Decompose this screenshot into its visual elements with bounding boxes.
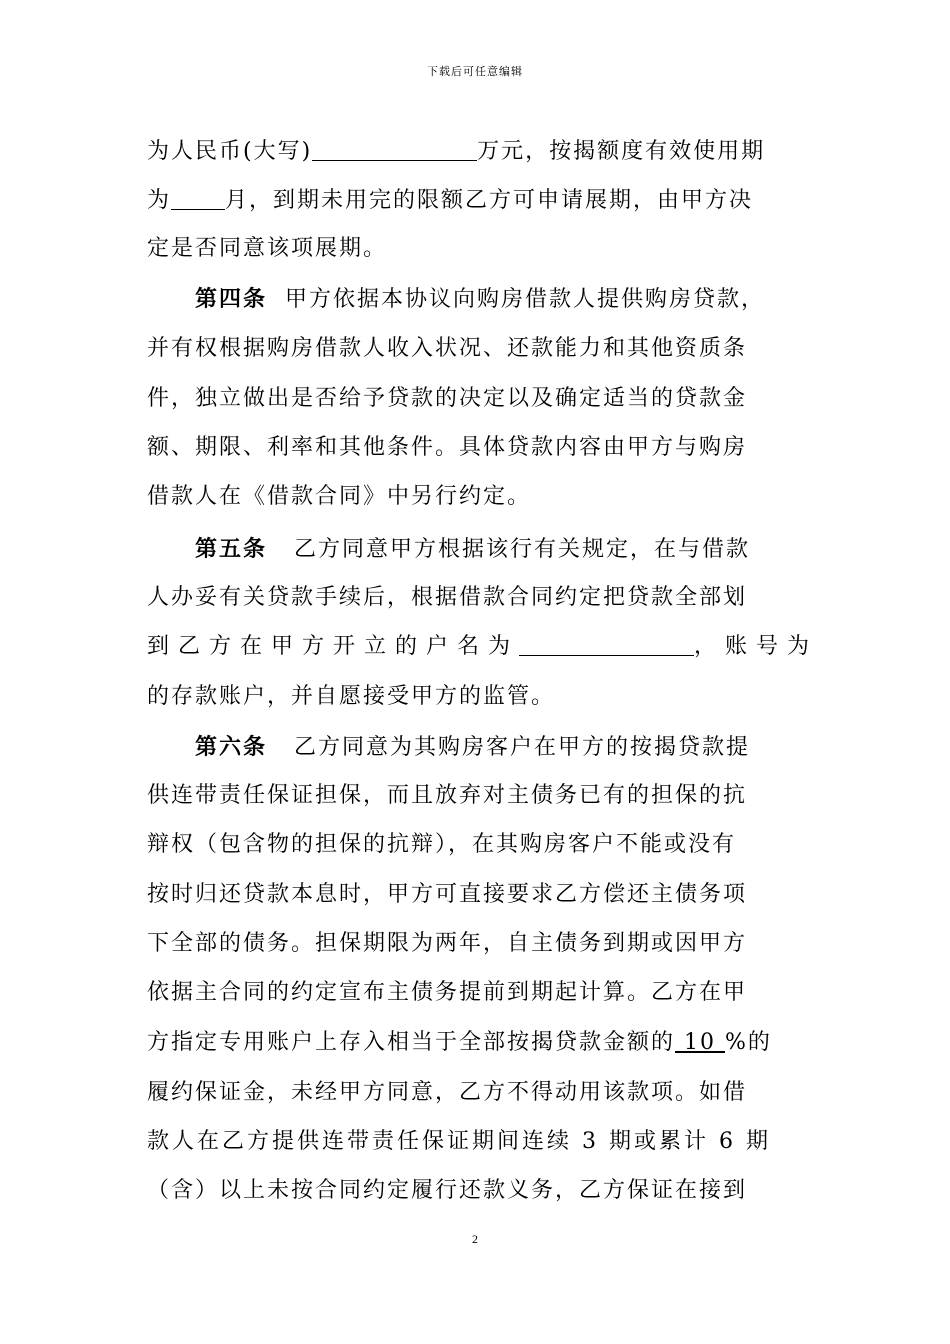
article-6-line-4: 按时归还贷款本息时，甲方可直接要求乙方偿还主债务项 xyxy=(147,882,748,907)
article-4-line-5: 借款人在《借款合同》中另行约定。 xyxy=(147,484,532,509)
article-4-text: 甲方依据本协议向购房借款人提供购房贷款， xyxy=(285,287,766,312)
p3-line-1 xyxy=(147,132,807,172)
article-4-title: 第四条 xyxy=(195,286,268,312)
page-header: 下载后可任意编辑 xyxy=(427,65,523,78)
months-blank[interactable] xyxy=(171,181,225,210)
article-6-line-2: 供连带责任保证担保，而且放弃对主债务已有的担保的抗 xyxy=(147,783,748,808)
article-6-text: 乙方同意为其购房客户在甲方的按揭贷款提 xyxy=(294,735,751,760)
p3-text: 万元，按揭额度有效使用期 xyxy=(477,139,766,164)
article-6-title: 第六条 xyxy=(195,734,268,760)
article-6-line-6: 依据主合同的约定宣布主债务提前到期起计算。乙方在甲 xyxy=(147,980,748,1005)
article-5-line-4: 的存款账户，并自愿接受甲方的监管。 xyxy=(147,684,556,709)
article-5-text: 乙方同意甲方根据该行有关规定，在与借款 xyxy=(294,537,751,562)
article-5-line-1 xyxy=(195,529,807,569)
p3-text: 月，到期未用完的限额乙方可申请展期，由甲方决 xyxy=(225,188,754,213)
p3-text: 为人民币(大写) xyxy=(147,139,313,164)
account-name-blank[interactable] xyxy=(519,627,694,656)
article-4-line-1 xyxy=(195,279,807,319)
article-5-text: 到乙方在甲方开立的户名为 xyxy=(147,634,520,659)
deposit-percent-value: 10 xyxy=(675,1030,725,1055)
article-5-text: ，账号为 xyxy=(694,634,819,659)
article-6-line-7 xyxy=(147,1023,807,1063)
article-6-text: %的 xyxy=(725,1030,772,1055)
article-4-line-2: 并有权根据购房借款人收入状况、还款能力和其他资质条 xyxy=(147,336,748,361)
article-4-line-4: 额、期限、利率和其他条件。具体贷款内容由甲方与购房 xyxy=(147,435,748,460)
article-6-line-3: 辩权（包含物的担保的抗辩），在其购房客户不能或没有 xyxy=(147,832,737,857)
p3-line-2 xyxy=(147,181,807,221)
article-6-line-1 xyxy=(195,727,807,767)
article-6-line-5: 下全部的债务。担保期限为两年，自主债务到期或因甲方 xyxy=(147,931,748,956)
page-number: 2 xyxy=(472,1232,478,1246)
article-5-line-3 xyxy=(147,627,819,667)
amount-blank[interactable] xyxy=(312,132,477,161)
article-6-line-10: （含）以上未按合同约定履行还款义务，乙方保证在接到 xyxy=(147,1178,748,1203)
article-6-line-9: 款人在乙方提供连带责任保证期间连续 3 期或累计 6 期 xyxy=(147,1129,771,1154)
article-6-line-8: 履约保证金，未经甲方同意，乙方不得动用该款项。如借 xyxy=(147,1080,748,1105)
article-5-line-2: 人办妥有关贷款手续后，根据借款合同约定把贷款全部划 xyxy=(147,585,748,610)
article-4-line-3: 件，独立做出是否给予贷款的决定以及确定适当的贷款金 xyxy=(147,386,748,411)
article-6-text: 方指定专用账户上存入相当于全部按揭贷款金额的 xyxy=(147,1030,676,1055)
article-5-title: 第五条 xyxy=(195,536,268,562)
p3-text: 为 xyxy=(147,188,172,213)
p3-line-3: 定是否同意该项展期。 xyxy=(147,236,388,261)
